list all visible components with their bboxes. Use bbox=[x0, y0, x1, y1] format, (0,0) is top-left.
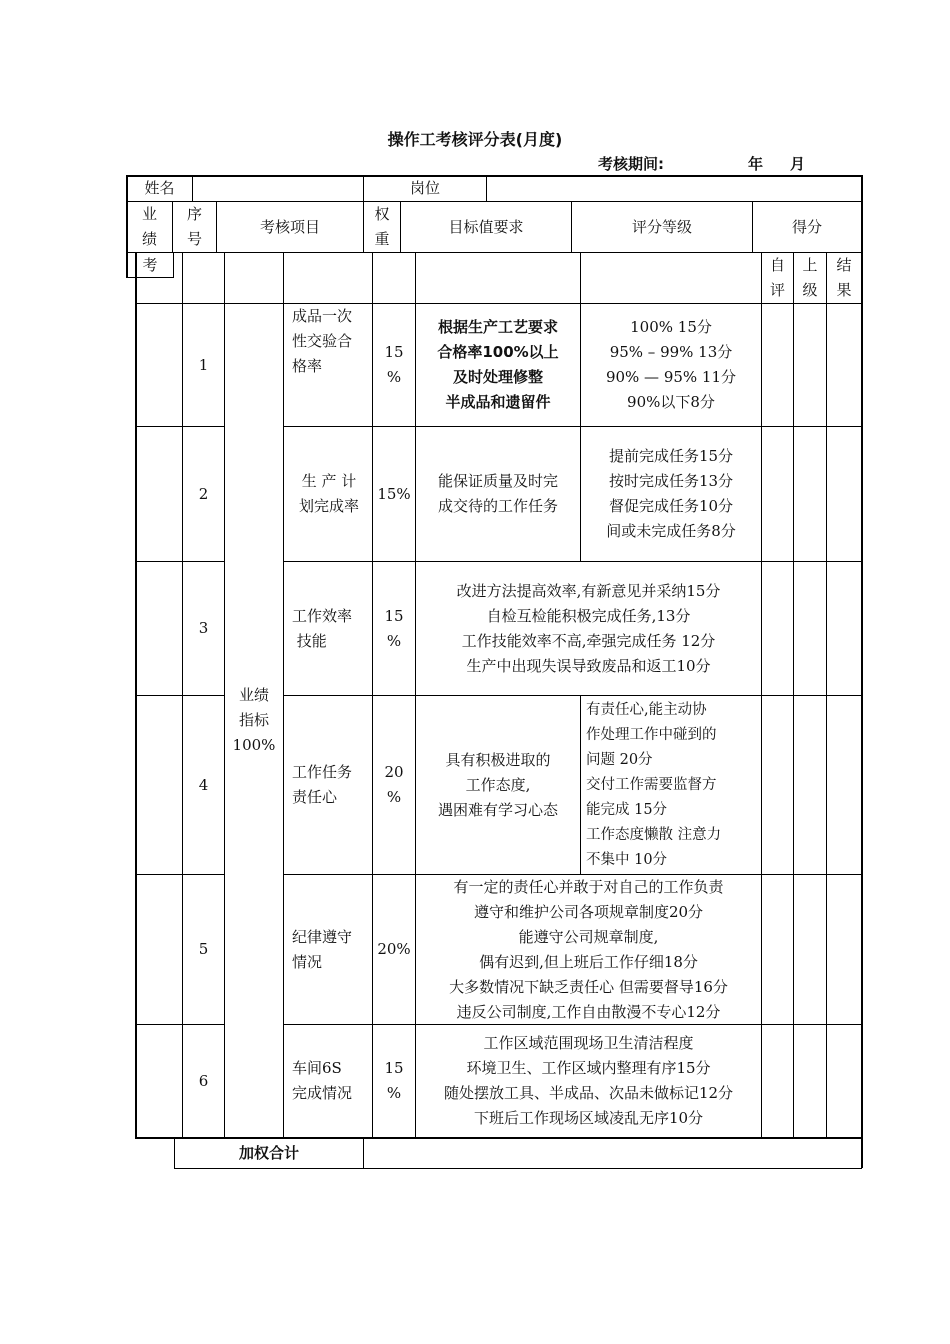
header-superior-score: 上 级 bbox=[802, 256, 818, 299]
header-target: 目标值要求 bbox=[448, 217, 524, 236]
position-label: 岗位 bbox=[409, 179, 440, 197]
header-grade: 评分等级 bbox=[631, 217, 692, 236]
row-5-criteria: 有一定的责任心并敢于对自己的工作负责 遵守和维护公司各项规章制度20分 能遵守公司规章制度, 偶有迟到,但上班后工作仔细18分 大多数情况下缺乏责任心 但需要督导16分 违反公司制度,工作自由散漫不专心12分 bbox=[449, 877, 728, 1021]
row-1-weight: 15 % bbox=[384, 343, 404, 386]
weighted-total-label: 加权合计 bbox=[238, 1144, 299, 1162]
row-1-seq: 1 bbox=[198, 355, 209, 374]
header-result: 结 果 bbox=[836, 256, 852, 299]
row-2-target: 能保证质量及时完 成交待的工作任务 bbox=[437, 472, 558, 515]
row-5-weight: 20% bbox=[377, 940, 411, 958]
row-6-item: 车间6S 完成情况 bbox=[292, 1059, 353, 1102]
header-seq: 序 号 bbox=[186, 205, 202, 248]
row-6-weight: 15 % bbox=[384, 1059, 404, 1102]
header-self-score: 自 评 bbox=[769, 256, 785, 299]
row-5-seq: 5 bbox=[198, 940, 209, 958]
header-weight: 权 重 bbox=[374, 205, 390, 248]
row-2-seq: 2 bbox=[198, 484, 209, 503]
row-4-seq: 4 bbox=[198, 775, 209, 794]
header-category: 业 绩 bbox=[141, 205, 157, 248]
row-3-weight: 15 % bbox=[384, 606, 404, 650]
group-label: 业绩 指标 100% bbox=[232, 686, 276, 754]
row-2-item: 生 产 计 划完成率 bbox=[298, 472, 359, 515]
row-2-weight: 15% bbox=[377, 484, 411, 503]
name-label: 姓名 bbox=[144, 179, 175, 197]
row-3-item: 工作效率 技能 bbox=[292, 606, 353, 650]
row-6-criteria: 工作区域范围现场卫生清洁程度 环境卫生、工作区域内整理有序15分 随处摆放工具、半成品、次品未做标记12分 下班后工作现场区域凌乱无序10分 bbox=[443, 1034, 734, 1127]
period-year: 年 bbox=[748, 155, 764, 173]
row-4-target: 具有积极进取的 工作态度, 遇困难有学习心态 bbox=[437, 750, 558, 819]
row-5-item: 纪律遵守 情况 bbox=[292, 927, 353, 971]
page-title: 操作工考核评分表(月度) bbox=[387, 130, 563, 149]
period-label: 考核期间: bbox=[598, 155, 664, 173]
row-2-grade: 提前完成任务15分 按时完成任务13分 督促完成任务10分 间或未完成任务8分 bbox=[606, 447, 736, 540]
header-score: 得分 bbox=[791, 217, 822, 236]
period-month: 月 bbox=[790, 155, 806, 173]
row-1-item: 成品一次 性交验合 格率 bbox=[292, 307, 353, 375]
row-4-grade: 有责任心,能主动协 作处理工作中碰到的 问题 20分 交付工作需要监督方 能完成 15分 工作态度懒散 注意力 不集中 10分 bbox=[586, 701, 722, 868]
row-3-seq: 3 bbox=[198, 619, 209, 637]
row-1-grade: 100% 15分 95% – 99% 13分 90% — 95% 11分 90%以下8分 bbox=[605, 318, 737, 411]
row-4-item: 工作任务 责任心 bbox=[292, 763, 353, 806]
row-6-seq: 6 bbox=[198, 1071, 209, 1090]
name-value[interactable] bbox=[193, 176, 363, 201]
header-category-extra: 考 bbox=[142, 255, 158, 274]
header-item: 考核项目 bbox=[259, 217, 320, 236]
row-3-criteria: 改进方法提高效率,有新意见并采纳15分 自检互检能积极完成任务,13分 工作技能效率不高,牵强完成任务 12分 生产中出现失误导致废品和返工10分 bbox=[456, 581, 721, 675]
position-value[interactable] bbox=[487, 176, 861, 201]
row-4-weight: 20 % bbox=[384, 763, 404, 806]
row-1-target: 根据生产工艺要求 合格率100%以上 及时处理修整 半成品和遗留件 bbox=[437, 318, 559, 411]
weighted-total-value[interactable] bbox=[364, 1139, 861, 1168]
